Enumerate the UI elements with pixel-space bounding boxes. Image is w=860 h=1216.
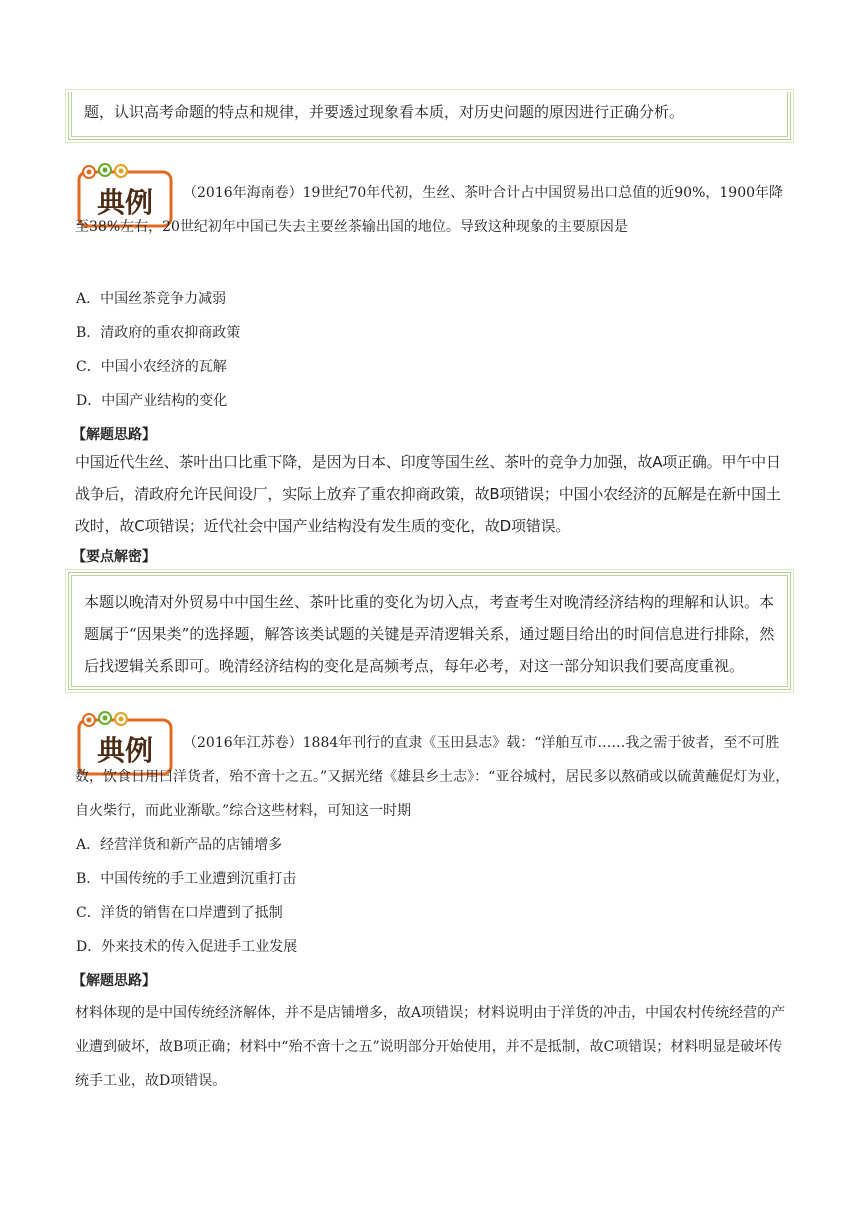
example1-option-d: D．中国产业结构的变化 — [76, 393, 228, 409]
badge-label: 典例 — [96, 186, 154, 219]
badge-label: 典例 — [96, 734, 154, 767]
intro-box — [68, 92, 791, 140]
example1-option-a: A．中国丝茶竞争力减弱 — [76, 291, 227, 307]
example1-solution-header: 【解题思路】 — [72, 427, 156, 443]
example2-option-b: B．中国传统的手工业遭到沉重打击 — [76, 871, 297, 887]
example1-question: （2016年海南卷）19世纪70年代初，生丝、茶叶合计占中国贸易出口总值的近90%，1900年降至38%左右，20世纪初年中国已失去主要丝茶输出国的地位。导致这种现象的主要原因是 — [75, 185, 784, 235]
example1-option-b: B．清政府的重农抑商政策 — [76, 325, 241, 341]
example2-solution-header: 【解题思路】 — [72, 973, 156, 989]
keypoint-box — [68, 572, 791, 690]
example2-solution: 材料体现的是中国传统经济解体，并不是店铺增多，故A项错误；材料说明由于洋货的冲击，中国农村传统经营的产业遭到破坏，故B项正确；材料中“殆不啻十之五”说明部分开始使用，并不是抵制，故C项错误；材料明显是破坏传统手工业，故D项错误。 — [75, 1005, 786, 1089]
example1-solution: 中国近代生丝、茶叶出口比重下降，是因为日本、印度等国生丝、茶叶的竞争力加强，故A项正确。甲午中日战争后，清政府允许民间设厂，实际上放弃了重农抑商政策，故B项错误；中国小农经济的瓦解是在新中国土改时，故C项错误；近代社会中国产业结构没有发生质的变化，故D项错误。 — [75, 453, 781, 535]
example2-option-d: D．外来技术的传入促进手工业发展 — [76, 939, 298, 955]
example1-option-c: C．中国小农经济的瓦解 — [76, 359, 227, 375]
example2-option-c: C．洋货的销售在口岸遭到了抵制 — [76, 905, 283, 921]
example1-keypoint-header: 【要点解密】 — [72, 549, 156, 565]
example2-question: （2016年江苏卷）1884年刊行的直隶《玉田县志》载：“洋舶互市……我之需于彼者，至不可胜数，饮食日用曰洋货者，殆不啻十之五。”又据光绪《雄县乡土志》：“亚谷城村，居民多以熬硝或以硫黄蘸促灯为业，自火柴行，而此业渐歇。”综合这些材料，可知这一时期 — [75, 735, 790, 819]
intro-text: 题，认识高考命题的特点和规律，并要透过现象看本质，对历史问题的原因进行正确分析。 — [84, 103, 685, 121]
keypoint-text: 本题以晚清对外贸易中中国生丝、茶叶比重的变化为切入点，考查考生对晚清经济结构的理解和认识。本题属于“因果类”的选择题，解答该类试题的关键是弄清逻辑关系，通过题目给出的时间信息进行排除，然后找逻辑关系即可。晚清经济结构的变化是高频考点，每年必考，对这一部分知识我们要高度重视。 — [84, 593, 775, 675]
example2-option-a: A．经营洋货和新产品的店铺增多 — [76, 837, 283, 853]
